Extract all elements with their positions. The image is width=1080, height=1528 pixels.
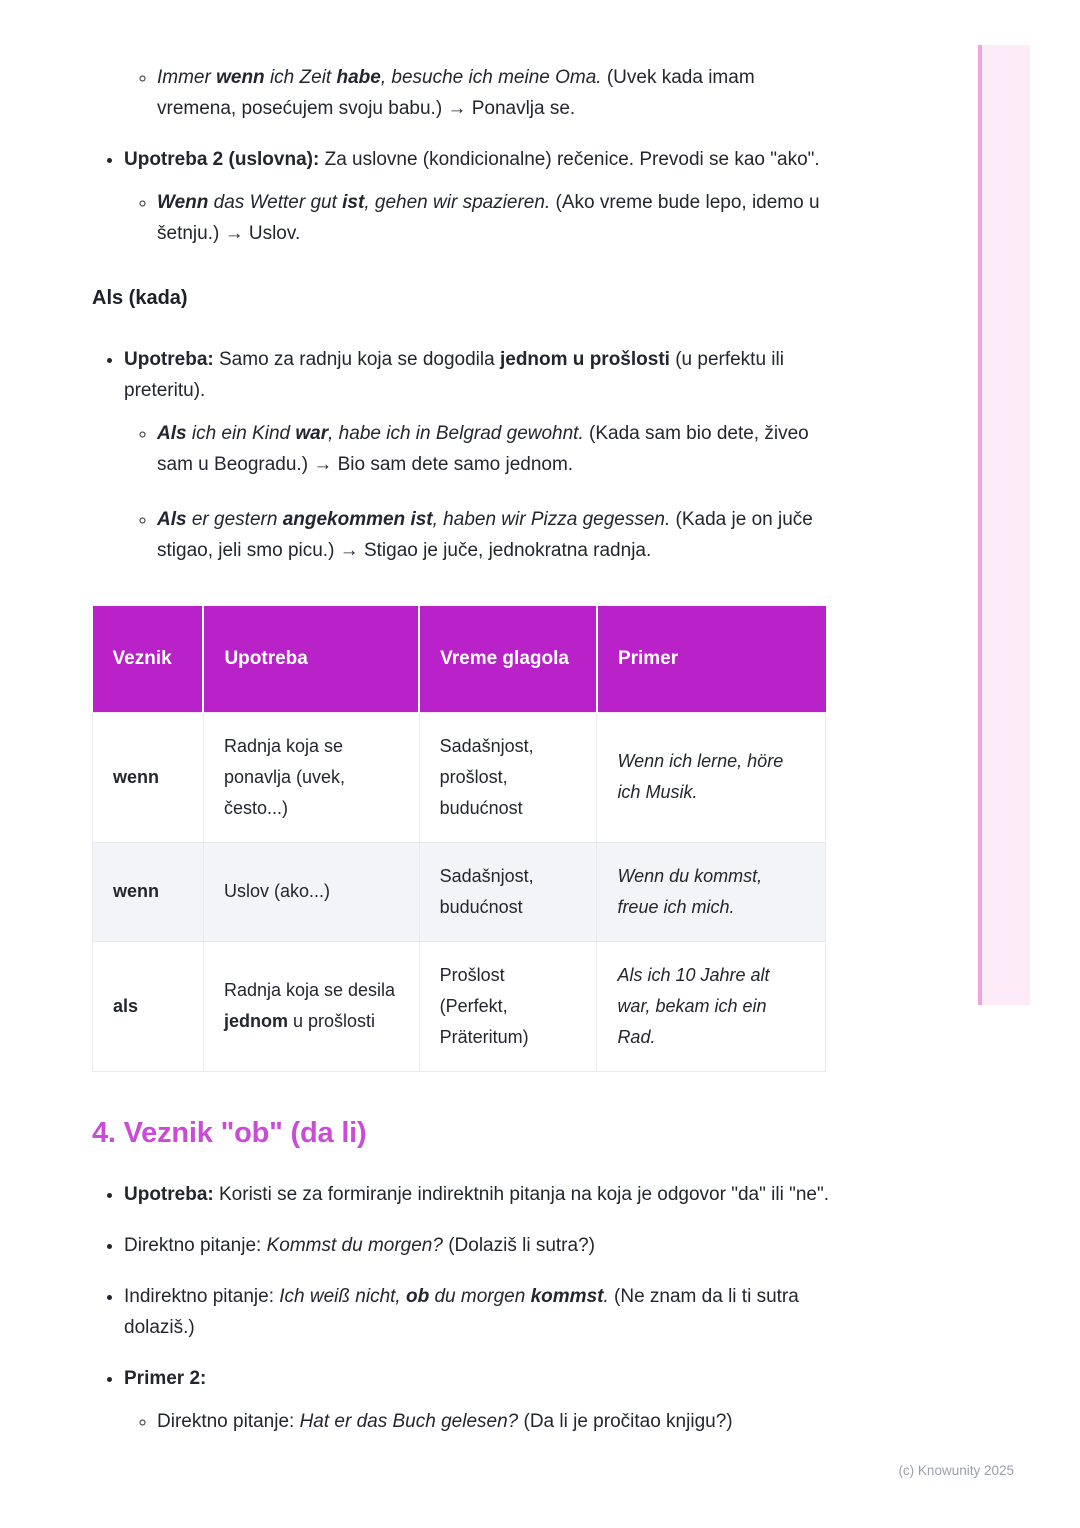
primer2-label: Primer 2: — [124, 1367, 207, 1389]
wenn-usage2-list — [92, 144, 830, 249]
table-cell: wenn — [93, 842, 204, 941]
table-cell: Prošlost (Perfekt, Präteritum) — [419, 941, 597, 1071]
example-sentence: Direktno pitanje: Hat er das Buch gelesen? (Da li je pročitao knjigu?) — [157, 1410, 733, 1432]
list-item — [124, 1179, 830, 1210]
table-cell: Radnja koja se ponavlja (uvek, često...) — [203, 712, 419, 842]
section-heading-ob: 4. Veznik "ob" (da li) — [92, 1116, 367, 1149]
usage-text: Upotreba: Samo za radnju koja se dogodila jednom u prošlosti (u perfektu ili preteritu). — [124, 349, 784, 401]
list-item — [157, 418, 830, 480]
table-header-row — [93, 606, 826, 712]
table-cell: Sadašnjost, budućnost — [419, 842, 597, 941]
table-cell: Uslov (ako...) — [203, 842, 419, 941]
ob-list — [92, 1179, 830, 1437]
example-sentence: Immer wenn ich Zeit habe, besuche ich meine Oma. (Uvek kada imam vremena, posećujem svoju babu.) → Ponavlja se. — [157, 67, 755, 119]
example-sentence: Direktno pitanje: Kommst du morgen? (Dolaziš li sutra?) — [124, 1234, 595, 1256]
list-item — [157, 62, 830, 124]
wenn-usage1-examples — [92, 62, 830, 124]
example-sentence: Indirektno pitanje: Ich weiß nicht, ob du morgen kommst. (Ne znam da li ti sutra dolaziš.) — [124, 1285, 799, 1338]
table-cell: Wenn du kommst, freue ich mich. — [597, 842, 826, 941]
example-sentence: Als ich ein Kind war, habe ich in Belgrad gewohnt. (Kada sam bio dete, živeo sam u Beogradu.) → Bio sam dete samo jednom. — [157, 423, 809, 475]
als-usage-list — [92, 344, 830, 566]
table-cell: Wenn ich lerne, höre ich Musik. — [597, 712, 826, 842]
list-item — [124, 344, 830, 566]
wenn-usage2-examples — [124, 187, 830, 249]
list-item — [157, 504, 830, 566]
copyright-notice: (c) Knowunity 2025 — [898, 1463, 1014, 1478]
side-progress-strip — [978, 45, 1030, 1005]
table-header-primer: Primer — [597, 606, 826, 712]
usage-text: Upotreba 2 (uslovna): Za uslovne (kondicionalne) rečenice. Prevodi se kao "ako". — [124, 149, 820, 170]
table-row — [93, 842, 826, 941]
als-examples — [124, 418, 830, 566]
example-sentence: Als er gestern angekommen ist, haben wir Pizza gegessen. (Kada je on juče stigao, jeli smo picu.) → Stigao je juče, jednokratna radnja. — [157, 509, 813, 561]
table-header-veznik: Veznik — [93, 606, 204, 712]
table-cell: wenn — [93, 712, 204, 842]
table-row — [93, 941, 826, 1071]
section-heading-als: Als (kada) — [92, 287, 188, 309]
list-item — [157, 187, 830, 249]
table-header-vreme-glagola: Vreme glagola — [419, 606, 597, 712]
example-sentence: Wenn das Wetter gut ist, gehen wir spazieren. (Ako vreme bude lepo, idemo u šetnju.) → Uslov. — [157, 192, 820, 244]
usage-text: Upotreba: Koristi se za formiranje indirektnih pitanja na koja je odgovor "da" ili "ne". — [124, 1183, 829, 1205]
list-item — [124, 1281, 830, 1343]
primer2-examples — [124, 1406, 830, 1437]
table-cell: Sadašnjost, prošlost, budućnost — [419, 712, 597, 842]
conjunction-table — [92, 606, 826, 1072]
list-item — [124, 1363, 830, 1437]
table-header-upotreba: Upotreba — [203, 606, 419, 712]
table-row — [93, 712, 826, 842]
list-item — [157, 1406, 830, 1437]
list-item — [124, 144, 830, 249]
table-cell: Als ich 10 Jahre alt war, bekam ich ein Rad. — [597, 941, 826, 1071]
table-cell: als — [93, 941, 204, 1071]
table-cell: Radnja koja se desila jednom u prošlosti — [203, 941, 419, 1071]
list-item — [124, 1230, 830, 1261]
